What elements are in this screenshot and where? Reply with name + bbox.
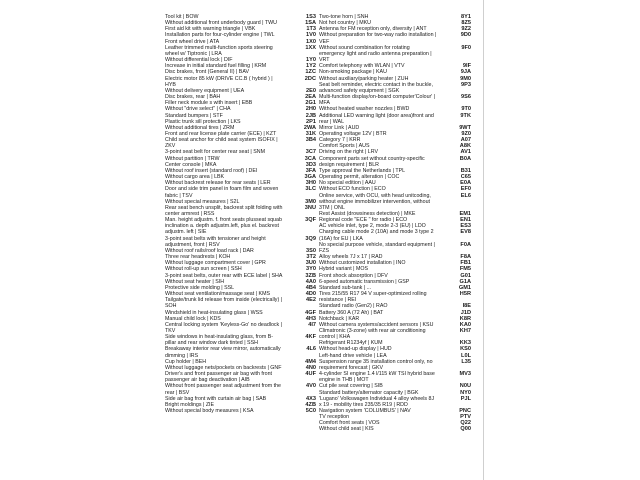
option-code: 4KF — [305, 334, 316, 341]
option-description: 3-point seat belts, outer rear with ECE label | SHA — [165, 272, 283, 279]
option-code: FM5 — [459, 266, 471, 273]
option-row — [319, 32, 471, 44]
option-code: PTV — [460, 414, 471, 421]
option-code: A8K — [459, 143, 471, 150]
option-description: Disc brakes, front (General II) | BAV — [165, 69, 249, 76]
option-row — [165, 137, 316, 149]
page-edge-divider — [483, 0, 484, 480]
option-code: 9D0 — [460, 32, 471, 39]
option-code: 4L6 — [306, 346, 316, 353]
option-code: 9Z2 — [461, 26, 471, 33]
option-code: 9S6 — [461, 94, 471, 101]
option-code: 1SA — [305, 20, 316, 27]
option-description: Cut pile seat covering | SIB — [319, 383, 383, 390]
option-code: 3M0 — [305, 198, 316, 205]
option-description: Front shock absorption | DFV — [319, 272, 388, 279]
option-description: Increase in initial standard fuel filling | KRM — [165, 63, 267, 70]
option-description: Driver's and front passenger air bag with front passenger air bag deactivation | AIB — [165, 371, 273, 384]
option-code: KA0 — [459, 321, 471, 328]
option-code: 3C7 — [305, 149, 316, 156]
option-description: Plastic trunk sill protection | LKS — [165, 118, 241, 125]
option-description: Without partition | TRW — [165, 155, 220, 162]
option-description: Disc brakes, rear | BAH — [165, 94, 221, 101]
option-row — [165, 383, 316, 395]
option-code: 8Z5 — [461, 20, 471, 27]
option-description: Tires 215/55 R17 94 V super-optimized rolling resistance | REI — [319, 291, 427, 304]
option-description: Category 7 | KRR — [319, 137, 361, 144]
option-description: Without special body measures | KSA — [165, 408, 254, 414]
option-row — [165, 76, 316, 88]
option-code: 9M0 — [460, 75, 471, 82]
option-description: Front wheel drive | ATA — [165, 38, 220, 45]
option-description: Electric motor 85 kW (DRIVE CC.B ( hybrid ) | HYB — [165, 75, 273, 88]
option-description: Refrigerant R1234yf | KUM — [319, 340, 383, 347]
option-code: L0L — [461, 352, 471, 359]
option-row — [165, 346, 316, 358]
option-description: Standard sub-tank | ... — [319, 284, 372, 291]
option-row — [165, 186, 316, 198]
option-description: Without front passenger seat adjustment from the rear | BSV — [165, 383, 282, 396]
option-row — [319, 328, 471, 340]
option-description: Two-tone horn | SNH — [319, 14, 369, 20]
option-code: 4A0 — [305, 278, 316, 285]
option-description: Charging cable mode 2 (10A) and mode 3 type 2 (16A) for EU | LKA — [319, 229, 434, 242]
option-code: PNC — [459, 408, 471, 414]
option-description: Component parts set without country-specific design requirement | BLR — [319, 155, 425, 168]
option-row — [165, 205, 316, 217]
option-row — [319, 371, 471, 383]
option-description: Standard radio (Gen2) | RAO — [319, 303, 388, 310]
option-description: Without additional tires | ZRM — [165, 124, 235, 131]
option-code: 3H0 — [305, 180, 316, 187]
option-description: Without additional front underbody guard | TWU — [165, 20, 277, 27]
option-description: Navigation system 'COLUMBUS' | NAV — [319, 408, 411, 414]
option-description: Suspension range 35 installation control only, no requirement forecast | GKV — [319, 358, 433, 371]
option-code: 9F0 — [461, 44, 471, 51]
option-description: Center console | MKA — [165, 161, 217, 168]
option-description: Rest Assist (drowsiness detection) | MKE — [319, 211, 416, 217]
option-description: Door and side trim panel in foam film and woven fabric | TSV — [165, 186, 279, 199]
option-code: 3D3 — [305, 161, 316, 168]
option-description: Without backrest release for rear seats | LER — [165, 180, 271, 187]
option-code: EV8 — [460, 229, 471, 236]
option-row — [165, 297, 316, 309]
option-description: Operating permit, alteration | COC — [319, 174, 400, 181]
option-code: 1X0 — [306, 38, 316, 45]
option-code: ES3 — [460, 223, 471, 230]
option-row — [319, 291, 471, 303]
option-description: Bright moldings | ZIE — [165, 401, 215, 408]
option-code: 2EA — [305, 94, 316, 101]
option-code: 3S0 — [306, 247, 316, 254]
option-description: Alloy wheels 7J x 17 | RAD — [319, 254, 383, 261]
option-description: Multi-function display/on-board computer'Colour' | MFA — [319, 94, 436, 107]
option-description: Tailgate/trunk lid release from inside (electrically) | SOH — [165, 297, 283, 310]
option-code: AV1 — [460, 149, 471, 156]
option-code: FB1 — [460, 260, 471, 267]
option-description: Tool kit | BOW — [165, 14, 199, 20]
option-description: Without preparation for two-way radio installation | VEF — [319, 32, 437, 45]
option-code: 9Z0 — [461, 130, 471, 137]
option-description: Leather trimmed multi-function sports steering wheel w/ Tiptronic | LRA — [165, 44, 273, 57]
option-code: 1Y2 — [306, 63, 316, 70]
option-code: 3LC — [305, 186, 316, 193]
option-code: 4V0 — [306, 383, 316, 390]
option-row — [165, 334, 316, 346]
option-code: 4E2 — [306, 297, 316, 304]
option-code: I8E — [462, 303, 471, 310]
option-code: F0A — [460, 241, 471, 248]
option-code: 3QF — [305, 217, 316, 224]
option-code: 9JA — [460, 69, 471, 76]
option-description: Additional LED warning light (door area)front and rear | WAL — [319, 112, 434, 125]
option-code: 2JB — [305, 112, 316, 119]
option-code: 8Y1 — [461, 14, 471, 20]
option-description: Without differential lock | DIF — [165, 57, 233, 64]
option-description: Without sound combination for rotating emergency light and radio antenna preparation | VRT — [319, 44, 432, 64]
option-code: G1A — [459, 278, 471, 285]
option-row — [319, 113, 471, 125]
option-description: Without delivery equipment | UEA — [165, 87, 245, 94]
option-code: 4I7 — [308, 321, 316, 328]
option-code: 3U0 — [305, 260, 316, 267]
option-row — [319, 396, 471, 408]
option-code: Q22 — [460, 420, 471, 427]
option-description: Protective side molding | SSL — [165, 284, 235, 291]
option-description: Without auxiliary/parking heater | ZUH — [319, 75, 409, 82]
option-description: Notchback | KAR — [319, 315, 360, 322]
option-description: Without roof rails/roof load rack | DAR — [165, 247, 254, 254]
option-code: B0A — [459, 155, 471, 162]
option-code: 4M4 — [305, 358, 316, 365]
option-description: Breakaway interior rear view mirror, automatically dimming | IRS — [165, 346, 281, 359]
option-description: Filler neck module s with insert | EBB — [165, 100, 253, 107]
option-code: 2G1 — [305, 100, 316, 107]
option-description: Battery 360 A (72 Ah) | BAT — [319, 309, 384, 316]
option-code: H5R — [459, 291, 471, 298]
option-code: 3FA — [305, 167, 316, 174]
option-code: NY0 — [460, 389, 471, 396]
option-code: 4GF — [305, 309, 316, 316]
option-description: Left-hand drive vehicle | LEA — [319, 352, 387, 359]
option-description: Without ECO function | ECO — [319, 186, 386, 193]
option-code: 1ZC — [305, 69, 316, 76]
option-row — [319, 193, 471, 211]
option-code: EF0 — [460, 186, 471, 193]
option-code: 9IF — [462, 63, 471, 70]
option-code: B31 — [460, 167, 471, 174]
option-code: 4ZB — [305, 401, 316, 408]
option-description: Operating voltage 12V | BTR — [319, 130, 387, 137]
option-code: 1Y0 — [306, 57, 316, 64]
option-description: Online service, with OCU, with head unitcoding, without engine immobilizer intervention, without 3TM | ONL — [319, 192, 431, 211]
option-description: Without roll-up sun screen | SSH — [165, 266, 242, 273]
option-description: Comfort front seats | VOS — [319, 420, 380, 427]
option-description: Front and rear license plate carrier (ECE) | KZT — [165, 130, 277, 137]
option-code: F8A — [460, 254, 471, 261]
option-code: 9TK — [460, 112, 471, 119]
option-description: Without roof insert (standard roof) | DEI — [165, 167, 258, 174]
option-code: 4X3 — [306, 395, 316, 402]
option-code: KH7 — [459, 327, 471, 334]
option-description: First aid kit with warning triangle | VBK — [165, 26, 256, 33]
option-row — [319, 45, 471, 63]
option-row — [165, 371, 316, 383]
option-description: Man. height adjustm. f. front seats plusseat squab inclination a. depth adjustm.left, plus el. backrest adjustm. left | SIE — [165, 217, 282, 236]
option-code: 3ZB — [305, 272, 316, 279]
option-code: 4D0 — [305, 291, 316, 298]
option-code: 1XX — [305, 44, 316, 51]
option-code: EL6 — [460, 192, 471, 199]
option-code: J1D — [460, 309, 471, 316]
option-code: PJL — [460, 395, 471, 402]
option-code: 9P3 — [461, 81, 471, 88]
option-row — [319, 242, 471, 254]
option-description: Comfort Sports | AUS — [319, 143, 370, 150]
option-description: 'Lugano' Volkswagen Individual 4 alloy wheels 8J x 19 - mobility tires 235/35 R19 | RDD — [319, 395, 435, 408]
option-code: 31K — [305, 130, 316, 137]
option-code: Q00 — [460, 426, 471, 433]
option-description: Without customized installation | INO — [319, 260, 406, 267]
option-description: Driving on the right | LRV — [319, 149, 378, 156]
option-code: 3T2 — [306, 254, 316, 261]
option-code: 2P1 — [306, 118, 316, 125]
option-code: 3CA — [304, 155, 316, 162]
option-description: 6-speed automatic transmission | GSP — [319, 278, 410, 285]
option-code: 1S3 — [306, 14, 316, 20]
option-description: Central locking system 'Keyless-Go' no deadlock | TKV — [165, 321, 283, 334]
option-description: Not hot country | MKU — [319, 20, 372, 27]
option-description: Mirror Link | AUD — [319, 124, 360, 131]
option-code: 2DC — [304, 75, 316, 82]
option-code: A07 — [460, 137, 471, 144]
option-row — [319, 359, 471, 371]
option-description: 3-point seat belt for center rear seat | SNM — [165, 149, 266, 156]
option-description: Child seat anchor for child seat system ISOFIX | ZKV — [165, 137, 278, 150]
option-row — [165, 45, 316, 57]
options-column-left — [165, 14, 316, 414]
option-description: Manual child lock | KDS — [165, 315, 221, 322]
option-description: Comfort telephony with WLAN | VTV — [319, 63, 405, 70]
option-code: 9WT — [459, 124, 471, 131]
option-description: Without child seat | KIS — [319, 426, 374, 433]
option-code: 4N0 — [305, 364, 316, 371]
options-column-right — [319, 14, 471, 433]
option-description: AC vehicle inlet, type 2, mode 2-3 (EU) | LDO — [319, 223, 426, 230]
option-description: Type approval the Netherlands | TPL — [319, 167, 406, 174]
option-code: 4B4 — [305, 284, 316, 291]
option-description: Hybrid variant | MOS — [319, 266, 369, 273]
option-row — [165, 236, 316, 248]
option-description: Antenna for FM reception only, diversity | ANT — [319, 26, 427, 33]
option-description: Without seat heater | SIH — [165, 278, 225, 285]
option-description: Windshield in heat-insulating glass | WSS — [165, 309, 263, 316]
option-description: Side windows in heat-insulating glass, from B-pillar and rear window dark tinted | SSH — [165, 334, 274, 347]
option-code: L35 — [461, 358, 471, 365]
option-code: G01 — [460, 272, 471, 279]
option-description: Standard battery/alternator capacity | BGK — [319, 389, 419, 396]
option-description: Without luggage nets/pockets on backrests | GNF — [165, 364, 282, 371]
option-description: Side air bag front with curtain air bag | SAB — [165, 395, 267, 402]
option-row — [319, 94, 471, 106]
option-code: 4H3 — [305, 315, 316, 322]
option-description: Without special measures | S2L — [165, 198, 240, 205]
option-description: Cup holder | BEH — [165, 358, 207, 365]
option-code: 3Q9 — [305, 235, 316, 242]
option-description: Three rear headrests | KOH — [165, 254, 231, 261]
option-code: 5C0 — [305, 408, 316, 414]
option-row — [319, 426, 471, 432]
option-row — [319, 156, 471, 168]
option-row — [165, 408, 316, 414]
option-description: Climatronic (3-zone) with rear air conditioning control | KHA — [319, 327, 426, 341]
option-description: 3-point seat belts with tensioner and height adjustment, front | RSV — [165, 235, 266, 248]
option-code: KS0 — [460, 346, 471, 353]
option-code: 4UF — [305, 371, 316, 378]
option-code: EN1 — [460, 217, 471, 224]
option-code: KK3 — [459, 340, 471, 347]
option-row — [319, 229, 471, 241]
option-code: 3B4 — [305, 137, 316, 144]
option-code: K8R — [459, 315, 471, 322]
option-code: 9T0 — [461, 106, 471, 113]
option-code: E0A — [460, 180, 471, 187]
option-description: 4-cylinder SI engine 1.4 l/115 kW TSI hybrid base engine in THB | MOT — [319, 371, 435, 384]
option-row — [319, 82, 471, 94]
option-description: Non-smoking package | KAU — [319, 69, 387, 76]
option-row — [165, 322, 316, 334]
option-description: Without luggage compartment cover | GPR — [165, 260, 266, 267]
option-description: Without cargo area | LBK — [165, 174, 225, 181]
option-description: Without head-up display | HUD — [319, 346, 392, 353]
option-description: Without camera systems/accident sensors | KSU — [319, 321, 434, 328]
option-code: N0U — [459, 383, 471, 390]
option-description: Without "drive select" | CHA — [165, 106, 231, 113]
option-code: C65 — [460, 174, 471, 181]
option-code: 2H0 — [305, 106, 316, 113]
option-code: EM1 — [459, 211, 471, 217]
option-description: Without heated washer nozzles | BWD — [319, 106, 410, 113]
option-description: Rear seat bench unsplit, backrest split folding with center armrest | RSS — [165, 204, 283, 217]
option-description: No special edition | AAU — [319, 180, 376, 187]
option-description: Standard bumpers | STF — [165, 112, 223, 119]
option-description: Without seat ventilation/massage seat | KMS — [165, 291, 271, 298]
option-code: MV3 — [459, 371, 471, 378]
option-row — [165, 217, 316, 235]
option-description: Regional code "ECE " for radio | ECO — [319, 217, 408, 224]
option-description: Seat belt reminder, electric contact in the buckle, advanced safety equipment | SGK — [319, 81, 433, 94]
option-code: 1V0 — [306, 32, 316, 39]
option-code: 1T3 — [306, 26, 316, 33]
option-code: 2E0 — [306, 87, 316, 94]
option-code: GM1 — [458, 284, 471, 291]
option-code: 2WA — [303, 124, 316, 131]
option-code: 3GA — [304, 174, 316, 181]
option-description: TV reception — [319, 414, 350, 421]
option-code: 3Y0 — [306, 266, 316, 273]
option-description: No special purpose vehicle, standard equipment | FZS — [319, 241, 435, 254]
option-description: Installation parts for four-cylinder engine | TWL — [165, 32, 275, 39]
option-code: 3NU — [304, 204, 316, 211]
